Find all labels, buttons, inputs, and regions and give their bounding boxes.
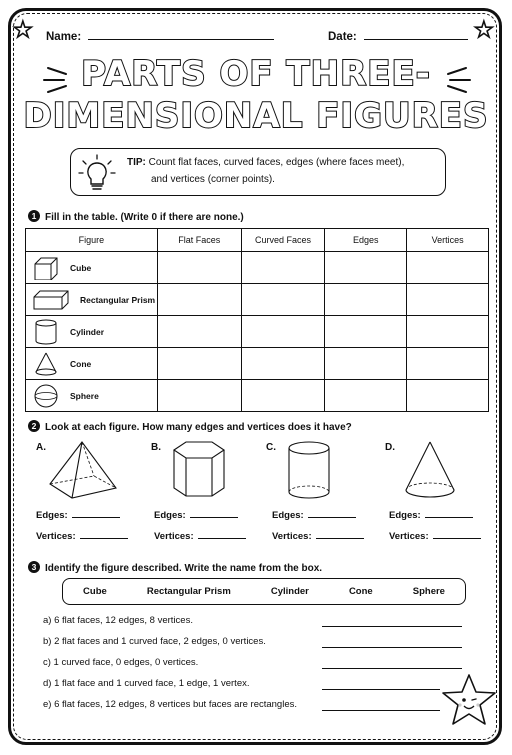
- title-accent-right: [424, 60, 474, 100]
- answer-line[interactable]: [322, 626, 462, 627]
- answer-cell[interactable]: [407, 348, 489, 380]
- vertices-label: Vertices:: [36, 531, 76, 542]
- figures-table: [25, 228, 489, 412]
- section-3-number: 3: [28, 561, 40, 573]
- answer-cell[interactable]: [407, 284, 489, 316]
- column-header: Edges: [325, 229, 407, 252]
- edges-label: Edges:: [154, 510, 186, 521]
- table-row: [26, 284, 489, 316]
- vertices-label: Vertices:: [272, 531, 312, 542]
- figure-name: Rectangular Prism: [80, 294, 156, 305]
- cube-icon: [32, 256, 60, 280]
- column-header: Flat Faces: [157, 229, 241, 252]
- table-header-row: [26, 229, 489, 252]
- section-3-instruction: Identify the figure described. Write the name from the box.: [45, 563, 323, 574]
- column-header: Figure: [26, 229, 158, 252]
- section-1-instruction: Fill in the table. (Write 0 if there are none.): [45, 212, 244, 223]
- figure-name: Cone: [70, 358, 92, 369]
- answer-cell[interactable]: [241, 380, 325, 412]
- answer-cell[interactable]: [157, 284, 241, 316]
- table-row: [26, 380, 489, 412]
- edges-answer-b: [154, 510, 238, 521]
- section-2-heading: [28, 420, 352, 433]
- hexagonal-prism-icon: [168, 440, 234, 502]
- answer-cell[interactable]: [325, 252, 407, 284]
- cone-icon: [32, 351, 60, 377]
- cone-icon: [400, 440, 460, 502]
- name-row: [46, 31, 274, 43]
- cylinder-icon: [32, 319, 60, 345]
- vertices-label: Vertices:: [389, 531, 429, 542]
- word-box-item: Rectangular Prism: [146, 586, 231, 597]
- answer-cell[interactable]: [325, 316, 407, 348]
- answer-line[interactable]: [190, 517, 238, 518]
- column-header: Vertices: [407, 229, 489, 252]
- rectangular-prism-icon: [32, 289, 70, 311]
- answer-line[interactable]: [72, 517, 120, 518]
- star-icon: ★: [13, 18, 33, 43]
- vertices-answer-c: [272, 531, 364, 542]
- answer-cell[interactable]: [157, 252, 241, 284]
- edges-label: Edges:: [272, 510, 304, 521]
- star-icon: ★: [474, 18, 494, 43]
- sphere-icon: [32, 383, 60, 409]
- title-accent-left: [40, 60, 90, 100]
- answer-cell[interactable]: [157, 380, 241, 412]
- answer-line[interactable]: [425, 517, 473, 518]
- section-2-number: 2: [28, 420, 40, 432]
- edges-label: Edges:: [389, 510, 421, 521]
- vertices-label: Vertices:: [154, 531, 194, 542]
- answer-line[interactable]: [80, 538, 128, 539]
- word-box-item: Sphere: [412, 586, 445, 597]
- answer-line[interactable]: [322, 689, 440, 690]
- pyramid-icon: [44, 440, 124, 502]
- answer-cell[interactable]: [157, 316, 241, 348]
- page-title-line2: DIMENSIONAL FIGURES: [23, 96, 489, 136]
- table-row: [26, 348, 489, 380]
- section-1-heading: [28, 210, 244, 223]
- edges-label: Edges:: [36, 510, 68, 521]
- answer-line[interactable]: [322, 647, 462, 648]
- name-label: Name:: [46, 31, 82, 43]
- tip-text-1: Count flat faces, curved faces, edges (where faces meet),: [148, 157, 405, 168]
- answer-cell[interactable]: [325, 380, 407, 412]
- answer-line[interactable]: [322, 668, 462, 669]
- table-row: [26, 316, 489, 348]
- figure-name: Cylinder: [70, 326, 105, 337]
- question-b: b) 2 flat faces and 1 curved face, 2 edges, 0 vertices.: [43, 636, 266, 647]
- tip-label: TIP:: [127, 157, 146, 168]
- edges-answer-a: [36, 510, 120, 521]
- answer-line[interactable]: [308, 517, 356, 518]
- question-c: c) 1 curved face, 0 edges, 0 vertices.: [43, 657, 199, 668]
- name-line[interactable]: [88, 39, 274, 40]
- answer-cell[interactable]: [407, 316, 489, 348]
- table-row: [26, 252, 489, 284]
- vertices-answer-b: [154, 531, 246, 542]
- tip-box: [70, 148, 446, 196]
- answer-cell[interactable]: [241, 252, 325, 284]
- answer-cell[interactable]: [407, 252, 489, 284]
- section-2-instruction: Look at each figure. How many edges and vertices does it have?: [45, 422, 352, 433]
- answer-line[interactable]: [316, 538, 364, 539]
- answer-cell[interactable]: [325, 348, 407, 380]
- figure-label-c: C.: [266, 442, 276, 453]
- question-a: a) 6 flat faces, 12 edges, 8 vertices.: [43, 615, 193, 626]
- edges-answer-c: [272, 510, 356, 521]
- answer-cell[interactable]: [241, 348, 325, 380]
- word-box-item: Cone: [348, 586, 373, 597]
- section-3-heading: [28, 561, 322, 574]
- word-box-item: Cube: [83, 586, 107, 597]
- answer-line[interactable]: [322, 710, 440, 711]
- question-d: d) 1 flat face and 1 curved face, 1 edge, 1 vertex.: [43, 678, 250, 689]
- word-box-item: Cylinder: [270, 586, 309, 597]
- question-e: e) 6 flat faces, 12 edges, 8 vertices but faces are rectangles.: [43, 699, 297, 710]
- edges-answer-d: [389, 510, 473, 521]
- figure-label-a: A.: [36, 442, 46, 453]
- lightbulb-icon: [77, 153, 117, 193]
- date-line[interactable]: [364, 39, 468, 40]
- figure-name: Cube: [70, 262, 92, 273]
- vertices-answer-a: [36, 531, 128, 542]
- date-label: Date:: [328, 31, 357, 43]
- answer-cell[interactable]: [325, 284, 407, 316]
- date-row: [328, 31, 468, 43]
- figure-name: Sphere: [70, 390, 99, 401]
- vertices-answer-d: [389, 531, 481, 542]
- answer-line[interactable]: [198, 538, 246, 539]
- figure-label-b: B.: [151, 442, 161, 453]
- figure-label-d: D.: [385, 442, 395, 453]
- word-box: [62, 578, 466, 605]
- answer-cell[interactable]: [241, 284, 325, 316]
- cylinder-icon: [283, 440, 339, 502]
- tip-text-2: and vertices (corner points).: [151, 174, 275, 185]
- answer-cell[interactable]: [157, 348, 241, 380]
- section-1-number: 1: [28, 210, 40, 222]
- answer-cell[interactable]: [407, 380, 489, 412]
- star-mascot-icon: [440, 672, 498, 730]
- column-header: Curved Faces: [241, 229, 325, 252]
- page-title-line1: PARTS OF THREE-: [81, 54, 431, 94]
- answer-cell[interactable]: [241, 316, 325, 348]
- answer-line[interactable]: [433, 538, 481, 539]
